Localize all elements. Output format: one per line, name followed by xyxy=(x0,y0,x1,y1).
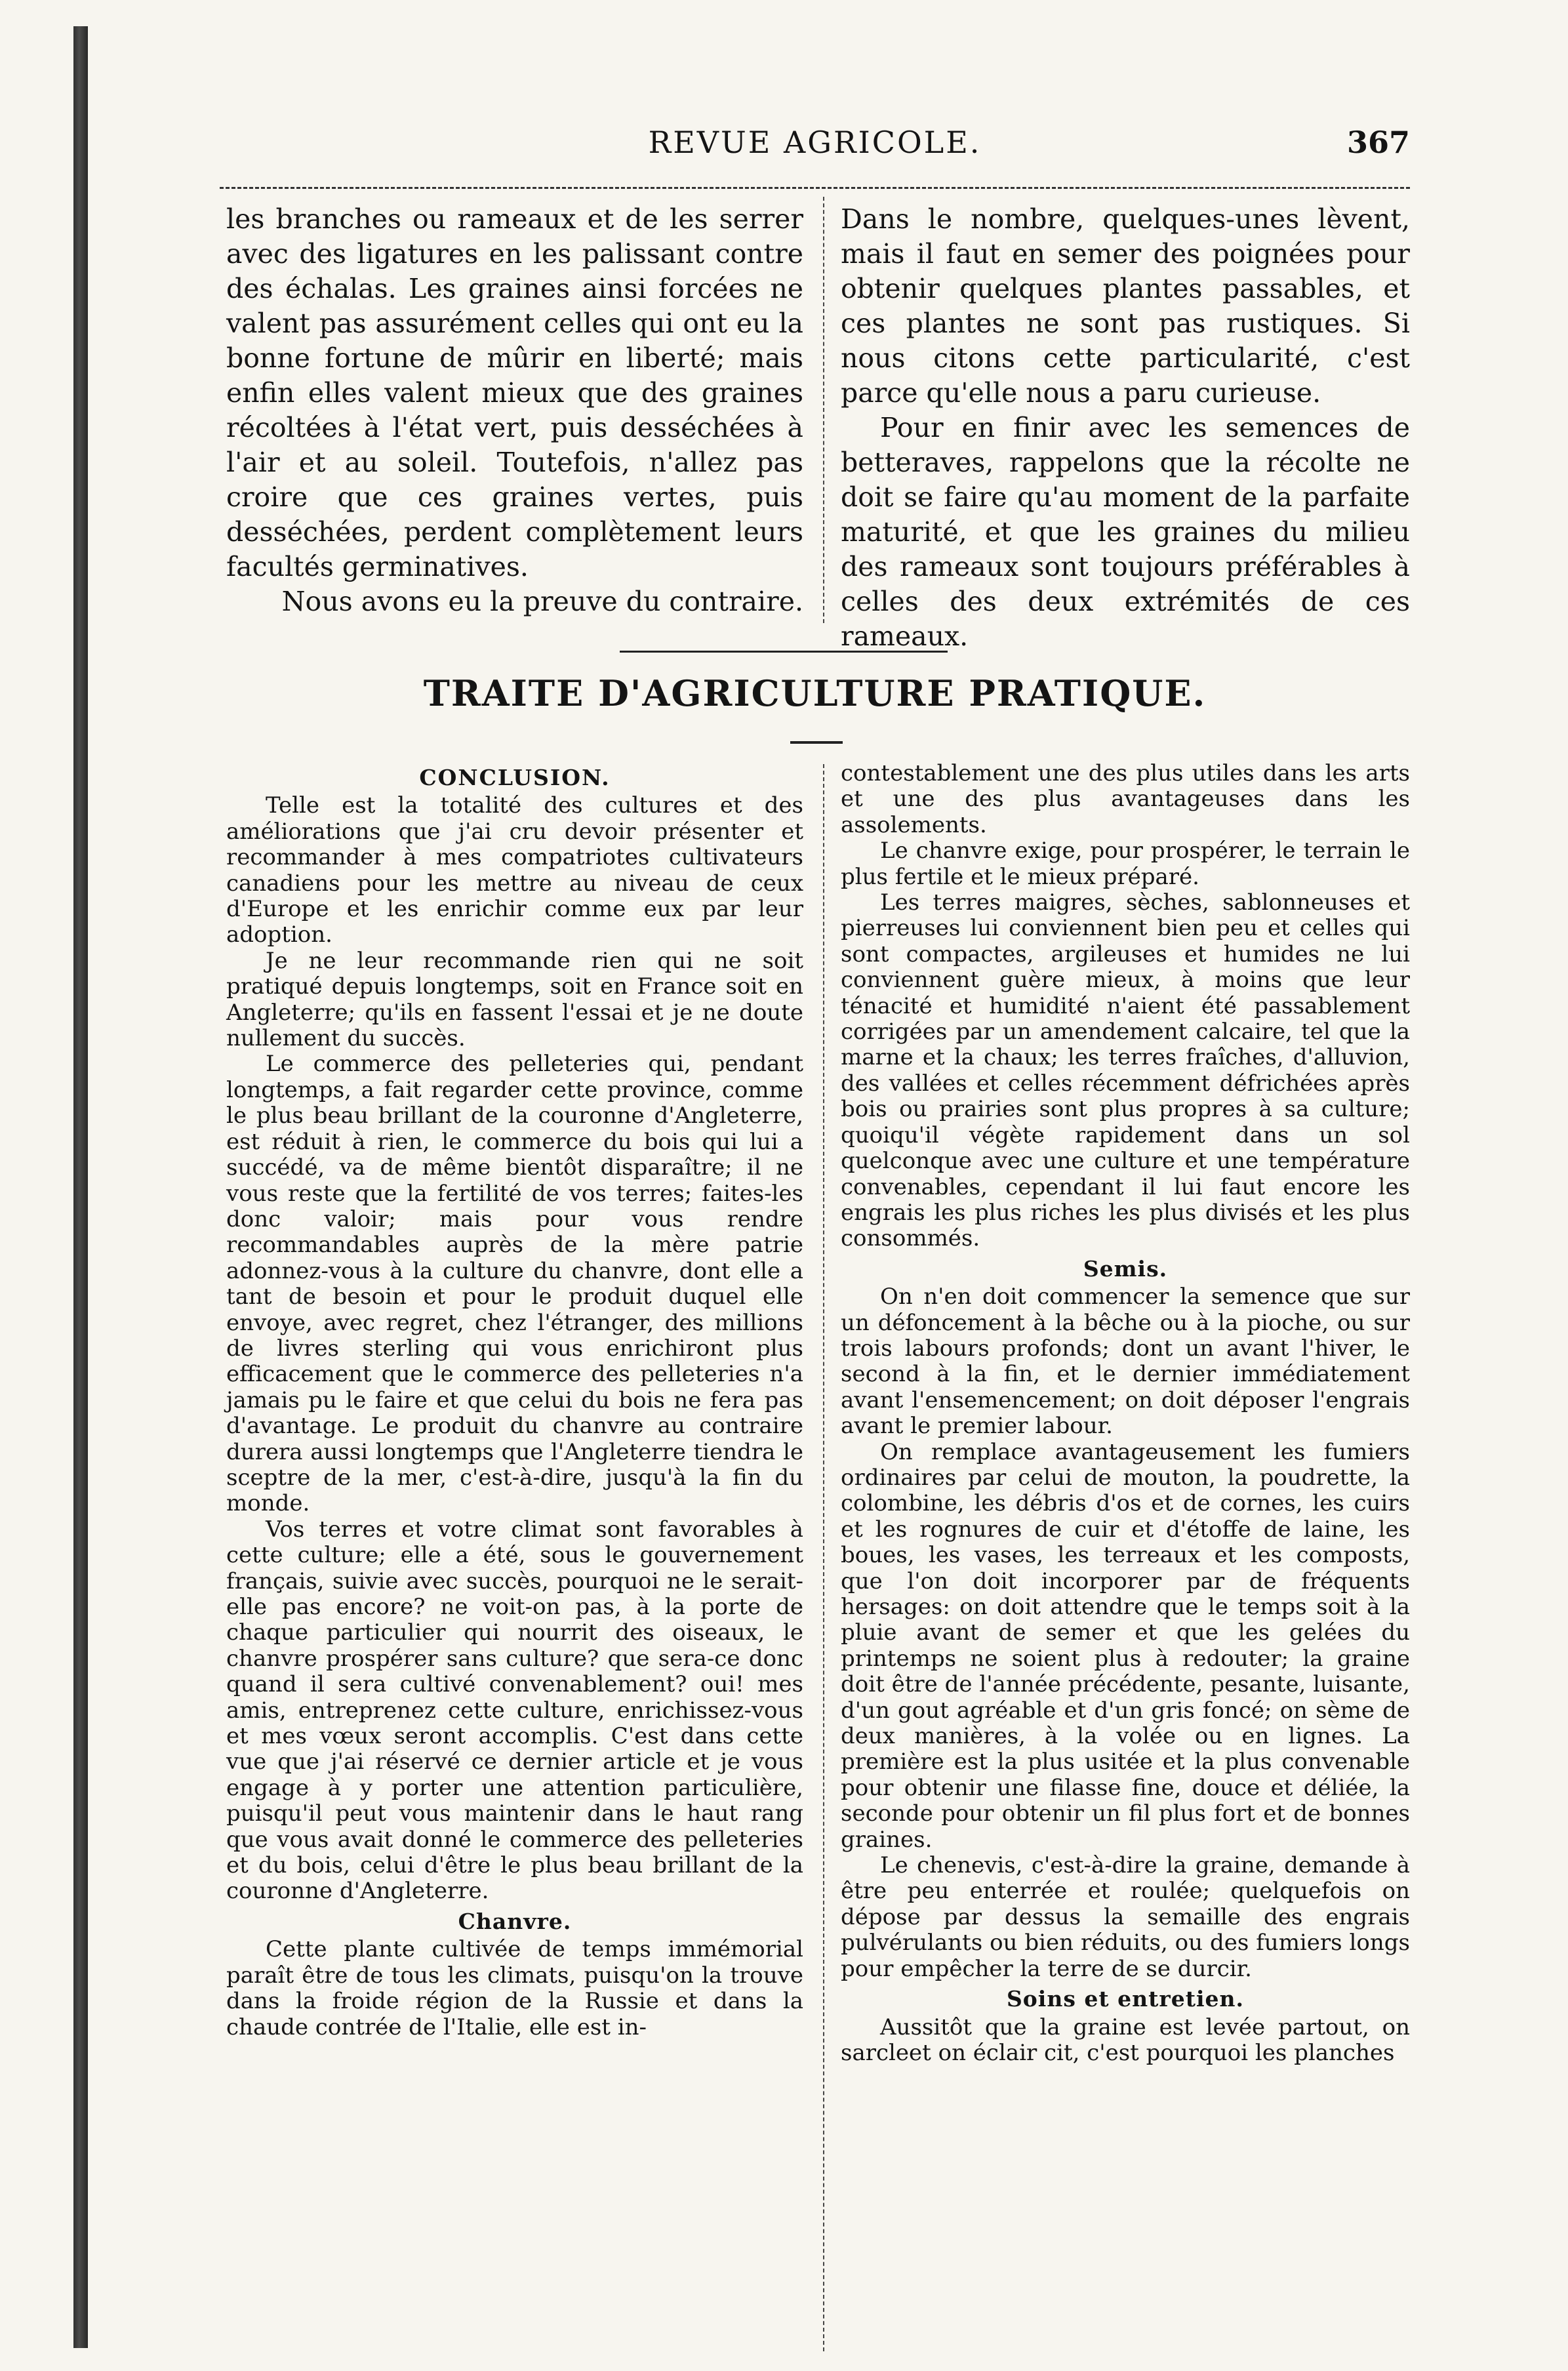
heading-soins: Soins et entretien. xyxy=(1006,1986,1245,2012)
heading-conclusion: CONCLUSION. xyxy=(419,765,611,790)
heading-semis: Semis. xyxy=(1083,1255,1168,1282)
paragraph: Aussitôt que la graine est levée partout, on sarcleet on éclair cit, c'est pourquoi les planches xyxy=(841,2014,1410,2066)
paragraph: On remplace avantageusement les fumiers ordinaires par celui de mouton, la poudrette, la colombine, les débris d'os et de cornes, les cuirs et les rognures de cuir et d'étoffe de laine, les boues, les vases, les terreaux et les composts, que l'on doit incorporer par de fréquents hersages: on doit attendre que le temps soit à la pluie avant de semer et que les gelées du printemps ne soient plus à redouter; la graine doit être de l'année précédente, pesante, luisante, d'un gout agréable et d'un gris foncé; on sème de deux manières, à la volée ou en lignes. La première est la plus usitée et la plus convenable pour obtenir une filasse fine, douce et déliée, la seconde pour obtenir un fil plus fort et de bonnes graines. xyxy=(841,1438,1410,1853)
article-left-column xyxy=(226,761,803,2040)
paragraph: les branches ou rameaux et de les serrer avec des ligatures en les palissant contre des échalas. Les graines ainsi forcées ne valent pas assurément celles qui ont eu la bonne fortune de mûrir en liberté; mais enfin elles valent mieux que des graines récoltées à l'état vert, puis desséchées à l'air et au soleil. Toutefois, n'allez pas croire que ces graines vertes, puis desséchées, perdent complètement leurs facultés germinatives. xyxy=(226,203,803,582)
paragraph: On n'en doit commencer la semence que sur un défoncement à la bêche ou à la pioche, ou sur trois labours profonds; dont un avant l'hiver, le second à la fin, et le dernier immédiatement avant l'ensemencement; on doit déposer l'engrais avant le premier labour. xyxy=(841,1284,1410,1440)
paragraph: Le chanvre exige, pour prospérer, le terrain le plus fertile et le mieux préparé. xyxy=(841,838,1410,890)
column-separator xyxy=(823,197,824,623)
running-title: REVUE AGRICOLE. xyxy=(648,125,982,160)
paragraph: Je ne leur recommande rien qui ne soit pratiqué depuis longtemps, soit en France soit en Angleterre; qu'ils en fassent l'essai et je ne doute nullement du succès. xyxy=(226,947,803,1052)
upper-left-column xyxy=(226,202,803,619)
paragraph: Dans le nombre, quelques-unes lèvent, mais il faut en semer des poignées pour obtenir quelques plantes passables, et ces plantes ne sont pas rustiques. Si nous citons cette particularité, c'est parce qu'elle nous a paru curieuse. xyxy=(841,203,1410,409)
page-number: 367 xyxy=(1346,125,1410,160)
article-title: TRAITE D'AGRICULTURE PRATIQUE. xyxy=(423,672,1207,714)
header-rule xyxy=(220,187,1410,189)
section-divider xyxy=(620,651,948,653)
binding-edge xyxy=(73,26,88,2348)
paragraph: Le commerce des pelleteries qui, pendant longtemps, a fait regarder cette province, comme le plus beau brillant de la couronne d'Angleterre, est réduit à rien, le commerce du bois qui lui a succédé, va de même bientôt disparaître; il ne vous reste que la fertilité de vos terres; faites-les donc valoir; mais pour vous rendre recommandables auprès de la mère patrie adonnez-vous à la culture du chanvre, dont elle a tant de besoin et pour le produit duquel elle envoye, avec regret, chez l'étranger, des millions de livres sterling qui vous enrichiront plus efficacement que le commerce des pelleteries n'a jamais pu le faire et que celui du bois ne fera pas d'avantage. Le produit du chanvre au contraire durera aussi longtemps que l'Angleterre tiendra le sceptre de la mer, c'est-à-dire, jusqu'à la fin du monde. xyxy=(226,1051,803,1517)
heading-chanvre: Chanvre. xyxy=(458,1908,572,1934)
paragraph: contestablement une des plus utiles dans les arts et une des plus avantageuses dans les assolements. xyxy=(841,760,1410,838)
paragraph: Les terres maigres, sèches, sablonneuses et pierreuses lui conviennent bien peu et celles qui sont compactes, argileuses et humides ne lui conviennent guère mieux, à moins que leur ténacité et humidité n'aient été passablement corrigées par un amendement calcaire, tel que la marne et la chaux; les terres fraîches, d'alluvion, des vallées et celles récemment défrichées après bois ou prairies sont plus propres à sa culture; quoiqu'il végète rapidement dans un sol quelconque avec une culture et une température convenables, cependant il lui faut encore les engrais les plus riches les plus divisés et les plus consommés. xyxy=(841,889,1410,1252)
paragraph: Cette plante cultivée de temps immémorial paraît être de tous les climats, puisqu'on la trouve dans la froide région de la Russie et dans la chaude contrée de l'Italie, elle est in- xyxy=(226,1936,803,2040)
article-right-column xyxy=(841,761,1410,2066)
upper-right-column xyxy=(841,202,1410,654)
running-header xyxy=(220,125,1410,171)
paragraph: Vos terres et votre climat sont favorables à cette culture; elle a été, sous le gouvernement français, suivie avec succès, pourquoi ne le serait-elle pas encore? ne voit-on pas, à la porte de chaque particulier qui nourrit des oiseaux, le chanvre prospérer sans culture? que sera-ce donc quand il sera cultivé convenablement? oui! mes amis, entreprenez cette culture, enrichissez-vous et mes vœux seront accomplis. C'est dans cette vue que j'ai réservé ce dernier article et je vous engage à y porter une attention particulière, puisqu'il peut vous maintenir dans le haut rang que vous avait donné le commerce des pelleteries et du bois, celui d'être le plus beau brillant de la couronne d'Angleterre. xyxy=(226,1516,803,1905)
column-separator xyxy=(823,764,824,2351)
paragraph: Nous avons eu la preuve du contraire. xyxy=(281,586,803,617)
paragraph: Pour en finir avec les semences de betteraves, rappelons que la récolte ne doit se faire qu'au moment de la parfaite maturité, et que les graines du milieu des rameaux sont toujours préférables à celles des deux extrémités de ces rameaux. xyxy=(841,412,1410,652)
title-underline xyxy=(790,741,843,744)
paragraph: Telle est la totalité des cultures et des améliorations que j'ai cru devoir présenter et recommander à mes compatriotes cultivateurs canadiens pour les mettre au niveau de ceux d'Europe et les enrichir comme eux par leur adoption. xyxy=(226,792,803,948)
paragraph: Le chenevis, c'est-à-dire la graine, demande à être peu enterrée et roulée; quelquefois on dépose par dessus la semaille des engrais pulvérulants ou bien réduits, ou des fumiers longs pour empêcher la terre de se durcir. xyxy=(841,1852,1410,1982)
